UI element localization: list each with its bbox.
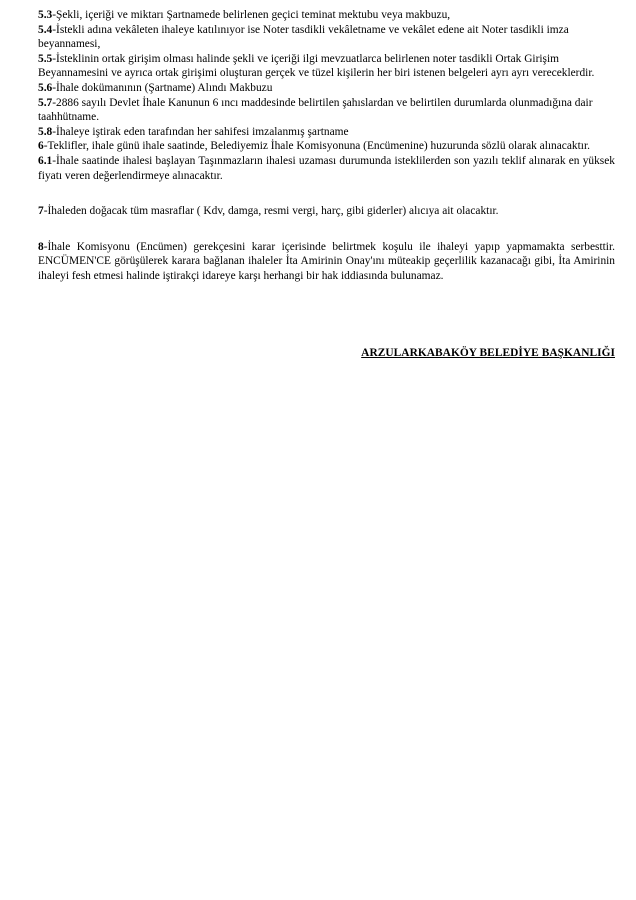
item-number: 7 xyxy=(38,205,44,218)
spacer xyxy=(38,219,615,240)
document-body xyxy=(38,8,615,284)
item-number: 5.6 xyxy=(38,81,53,94)
item-number: 5.3 xyxy=(38,9,53,21)
item-5-5 xyxy=(38,52,615,81)
item-8 xyxy=(38,240,615,284)
item-text: -İhale saatinde ihalesi başlayan Taşınmazların ihalesi uzaması durumunda isteklilerden son yazılı teklif alınarak en yüksek fiyatı veren değerlendirmeye alınacaktır. xyxy=(38,154,615,182)
item-text: -Şekli, içeriği ve miktarı Şartnamede belirlenen geçici teminat mektubu veya makbuzu, xyxy=(52,9,451,21)
item-7 xyxy=(38,204,615,219)
item-number: 5.5 xyxy=(38,52,53,65)
item-5-3 xyxy=(38,8,615,23)
item-text: -Teklifler, ihale günü ihale saatinde, Belediyemiz İhale Komisyonuna (Encümenine) huzurunda sözlü olarak alınacaktır. xyxy=(43,140,590,153)
item-6-1 xyxy=(38,154,615,183)
item-number: 5.8 xyxy=(38,125,53,138)
item-number: 6.1 xyxy=(38,154,53,167)
item-text: -İhaleden doğacak tüm masraflar ( Kdv, damga, resmi vergi, harç, gibi giderler) alıcıya ait olacaktır. xyxy=(43,205,499,218)
item-5-7 xyxy=(38,96,615,125)
item-number: 6 xyxy=(38,140,44,153)
spacer xyxy=(38,183,615,204)
item-text: -İsteklinin ortak girişim olması halinde şekli ve içeriği ilgi mevzuatlarca belirlenen noter tasdikli Ortak Girişim Beyannamesini ve ayrıca ortak girişimi oluşturan gerçek ve tüzel kişilerin her biri istenen belgeleri ayrı ayrı vereceklerdir. xyxy=(38,52,595,80)
item-5-6 xyxy=(38,81,615,96)
item-5-4 xyxy=(38,23,615,52)
item-number: 5.7 xyxy=(38,96,53,109)
item-number: 5.4 xyxy=(38,23,53,36)
item-number: 8 xyxy=(38,240,44,253)
item-text: -İhale Komisyonu (Encümen) gerekçesini karar içerisinde belirtmek koşulu ile ihaleyi yapıp yapmamakta serbesttir. ENCÜMEN'CE görüşülerek karara bağlanan ihaleler İta Amirinin Onay'ını müteakip geçerlilik kazanacağı gibi, İta Amirinin ihaleyi fesh etmesi halinde iştirakçi idareye karşı herhangi bir hak iddiasında bulunamaz. xyxy=(38,240,615,282)
item-5-8 xyxy=(38,125,615,140)
signature-title: ARZULARKABAKÖY BELEDİYE BAŞKANLIĞI xyxy=(361,347,615,359)
item-text: -İstekli adına vekâleten ihaleye katılınıyor ise Noter tasdikli vekâletname ve vekâlet edene ait Noter tasdikli imza beyannamesi, xyxy=(38,23,569,51)
item-text: -İhale dokümanının (Şartname) Alındı Makbuzu xyxy=(52,81,273,94)
item-6 xyxy=(38,139,615,154)
item-text: -2886 sayılı Devlet İhale Kanunun 6 ıncı maddesinde belirtilen şahıslardan ve belirtilen durumlarda olunmadığına dair taahhütname. xyxy=(38,96,593,124)
item-text: -İhaleye iştirak eden tarafından her sahifesi imzalanmış şartname xyxy=(52,125,349,138)
